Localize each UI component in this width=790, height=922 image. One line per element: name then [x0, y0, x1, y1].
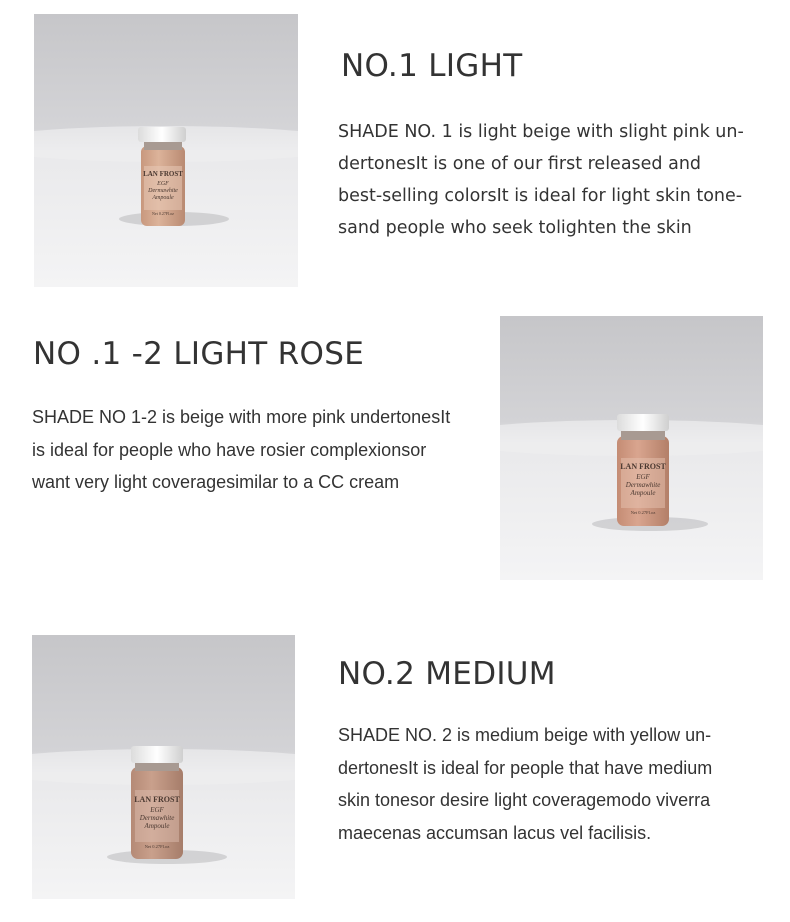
bottle-line1: EGF: [157, 181, 169, 187]
description-line: maecenas accumsan lacus vel facilisis.: [338, 822, 652, 843]
description-line: dertonesIt is one of our first released and: [338, 154, 702, 174]
product-description-light-rose: [32, 401, 450, 499]
product-photo-light-rose: [500, 316, 763, 580]
ampoule-bottle-image: [32, 635, 295, 899]
bottle-line3: Ampoule: [144, 822, 170, 830]
description-line: dertonesIt is ideal for people that have medium: [338, 757, 713, 778]
product-title-medium: NO.2 MEDIUM: [338, 656, 556, 692]
description-line: SHADE NO. 2 is medium beige with yellow un-: [338, 725, 712, 745]
bottle-brand: LAN FROST: [134, 795, 180, 804]
description-line: best-selling colorsIt is ideal for light skin tone-: [338, 186, 743, 206]
bottle-net: Net 0.27Fl.oz: [144, 844, 170, 849]
bottle-line3: Ampoule: [152, 195, 174, 201]
bottle-line2: Dermawhite: [625, 481, 661, 489]
bottle-net: Net 0.27Fl.oz: [630, 510, 656, 515]
product-description-medium: [338, 719, 712, 849]
product-photo-medium: [32, 635, 295, 899]
bottle-line2: Dermawhite: [139, 814, 175, 822]
bottle-brand: LAN FROST: [143, 170, 183, 178]
bottle-line3: Ampoule: [630, 489, 656, 497]
ampoule-bottle-image: [500, 316, 763, 580]
description-line: SHADE NO. 1 is light beige with slight pink un-: [338, 122, 744, 142]
product-title-light-rose: NO .1 -2 LIGHT ROSE: [33, 336, 365, 372]
description-line: skin tonesor desire light coveragemodo viverra: [338, 790, 711, 810]
bottle-line1: EGF: [150, 806, 164, 814]
description-line: want very light coveragesimilar to a CC cream: [32, 472, 400, 492]
ampoule-bottle-image: [34, 14, 298, 287]
product-description-light: [338, 116, 744, 244]
bottle-line1: EGF: [636, 473, 650, 481]
description-line: sand people who seek tolighten the skin: [338, 218, 692, 238]
bottle-net: Net 0.27Fl.oz: [152, 211, 174, 216]
bottle-brand: LAN FROST: [620, 462, 666, 471]
product-title-light: NO.1 LIGHT: [341, 48, 523, 84]
product-photo-light: [34, 14, 298, 287]
bottle-line2: Dermawhite: [148, 188, 178, 194]
description-line: is ideal for people who have rosier complexionsor: [32, 439, 427, 460]
description-line: SHADE NO 1-2 is beige with more pink undertonesIt: [32, 407, 451, 427]
